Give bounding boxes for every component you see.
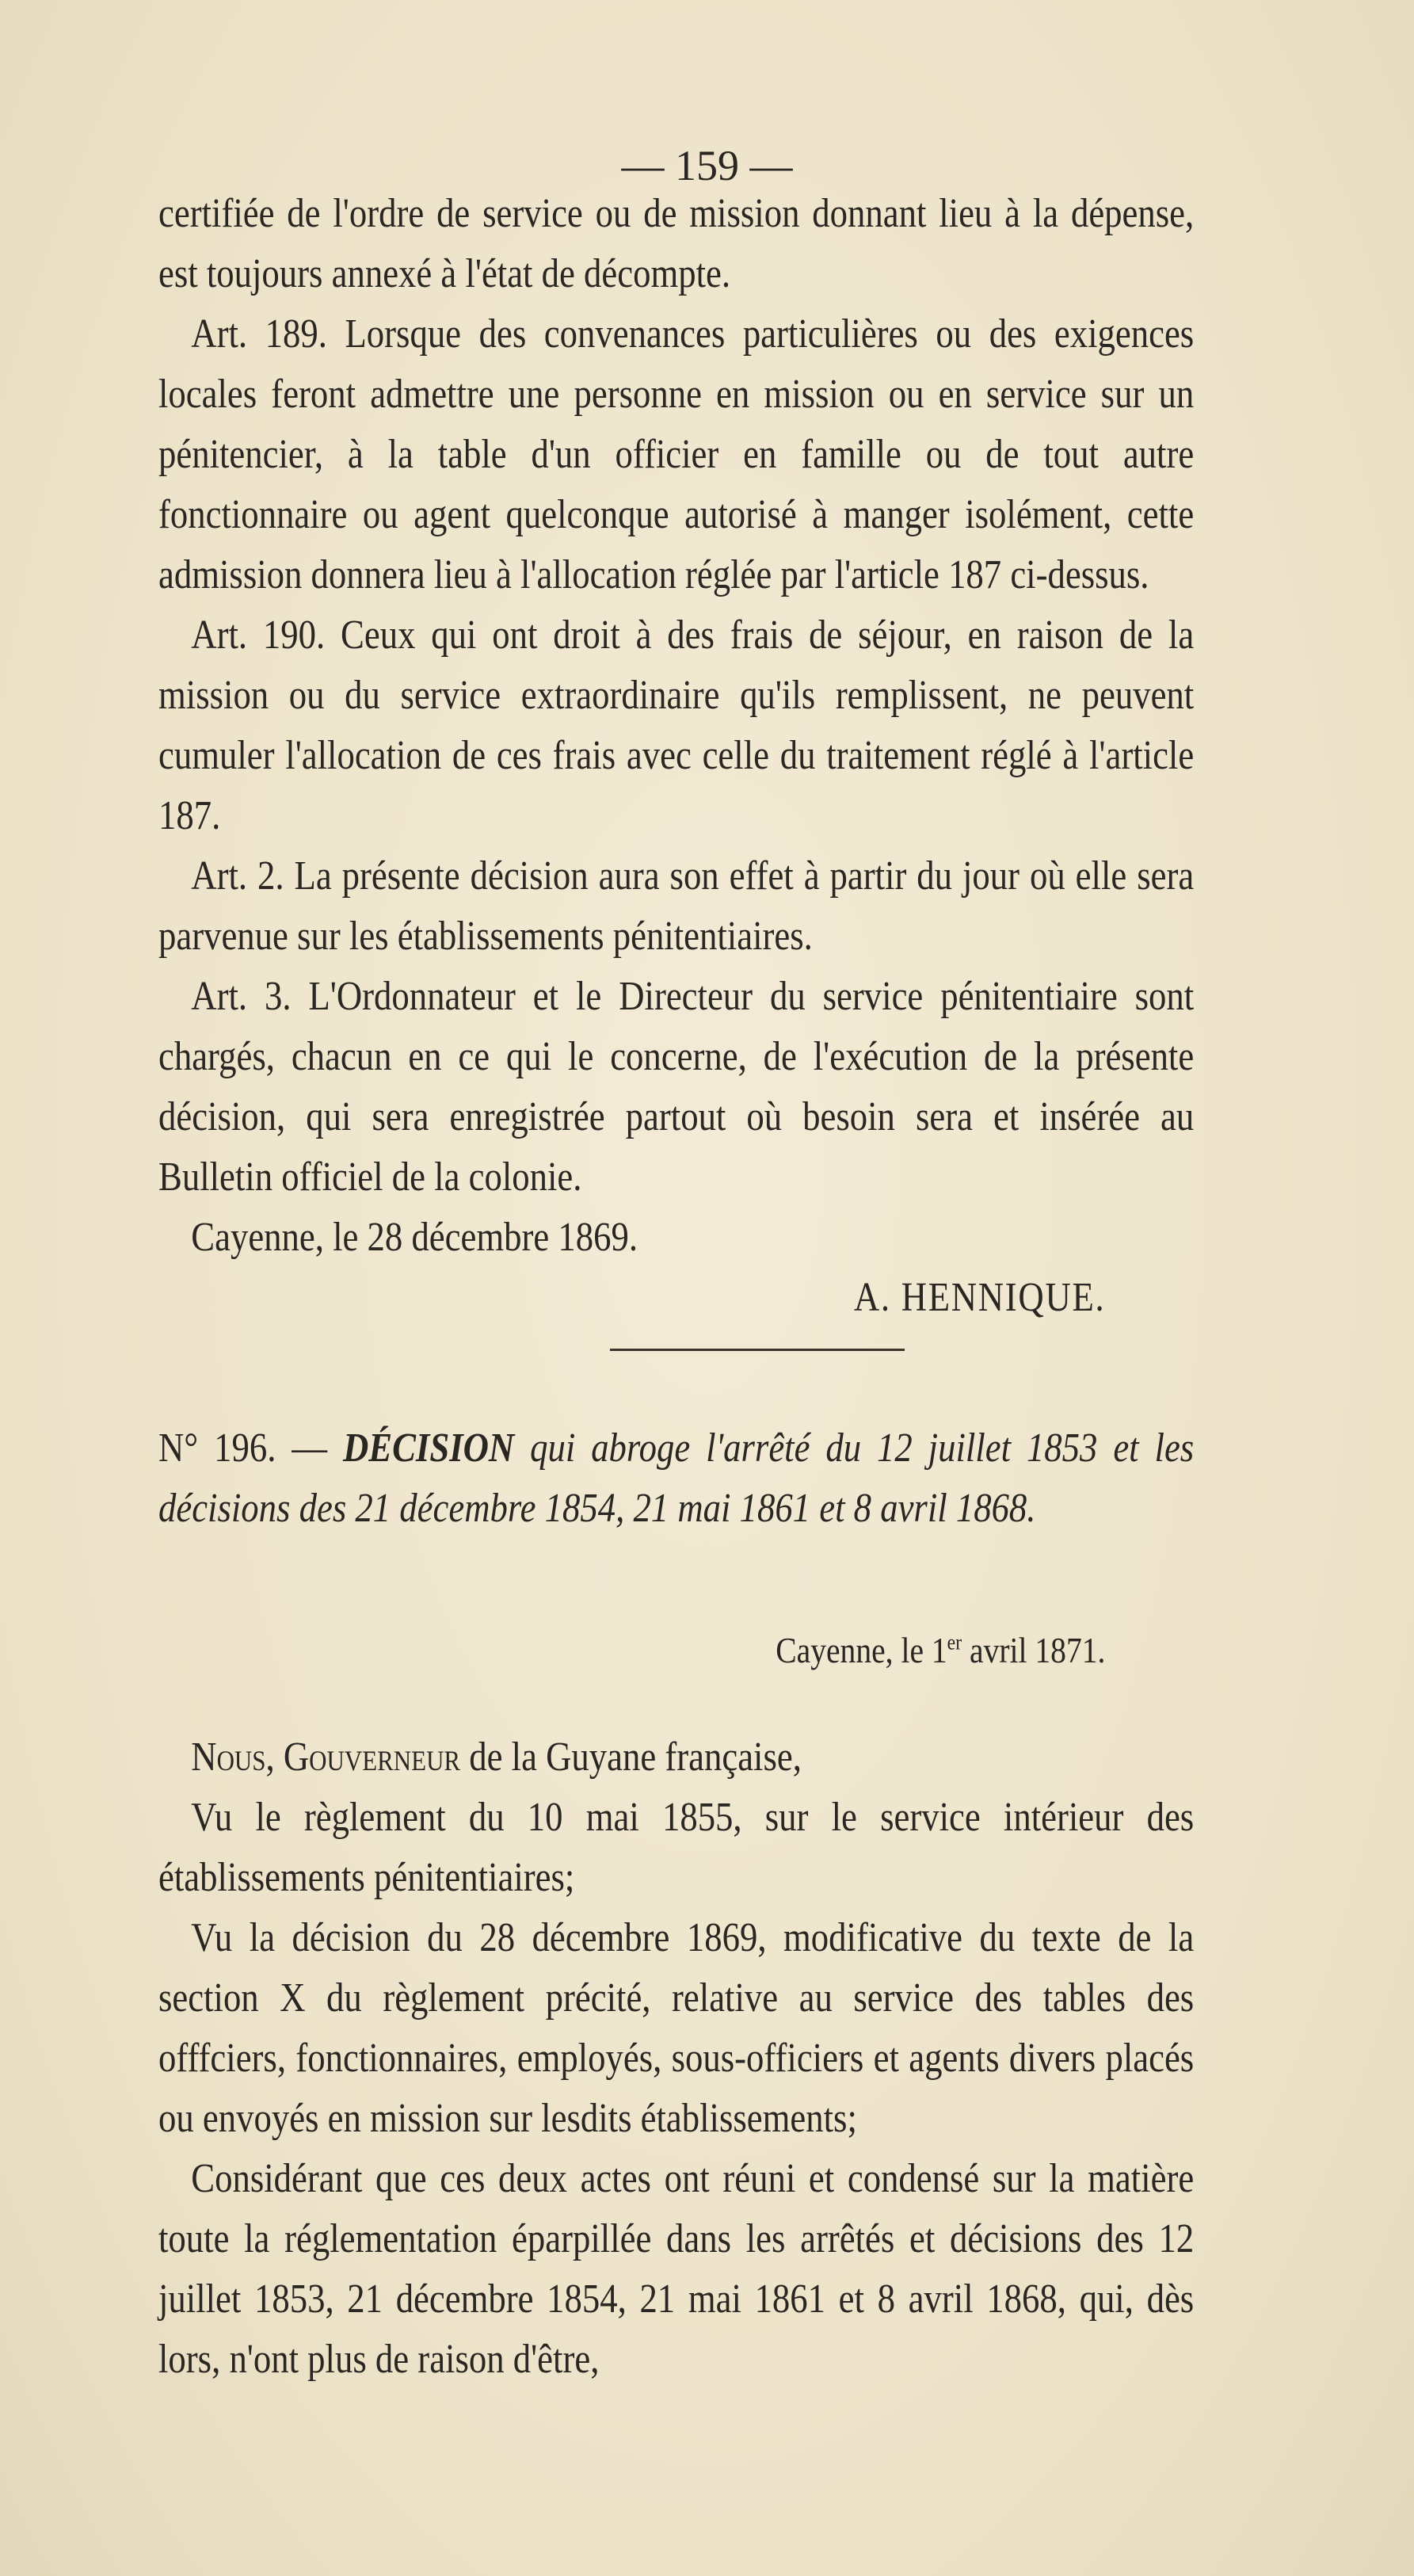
paragraph: Considérant que ces deux actes ont réuni et condensé sur la matière toute la réglementation éparpillée dans les arrêtés et décisions des 12 juillet 1853, 21 décembre 1854, 21 mai 1861 et 8 avril 1868, qui, dès lors, n'ont plus de raison d'être, [158, 2156, 1195, 2382]
paragraph: Vu le règlement du 10 mai 1855, sur le service intérieur des établissements pénitentiaires; [158, 1795, 1195, 1900]
decision-heading [158, 1418, 1194, 1539]
article-2: Art. 2. La présente décision aura son effet à partir du jour où elle sera parvenue sur les établissements pénitentiaires. [158, 853, 1195, 959]
paragraph: certifiée de l'ordre de service ou de mission donnant lieu à la dépense, est toujours annexé à l'état de décompte. [158, 191, 1195, 296]
article-190: Art. 190. Ceux qui ont droit à des frais de séjour, en raison de la mission ou du service extraordinaire qu'ils remplissent, ne peuvent cumuler l'allocation de ces frais avec celle du traitement réglé à l'article 187. [158, 613, 1195, 838]
place-date: Cayenne, le 28 décembre 1869. [191, 1215, 638, 1260]
decision-number: N° 196. — [158, 1425, 343, 1471]
article-3: Art. 3. L'Ordonnateur et le Directeur du service pénitentiaire sont chargés, chacun en ce qui le concerne, de l'exécution de la présente décision, qui sera enregistrée partout où besoin sera et insérée au Bulletin officiel de la colonie. [158, 974, 1195, 1200]
decision-date: Cayenne, le 1er avril 1871. [776, 1629, 1106, 1670]
decision-subtitle: qui abroge l'arrêté du 12 juillet 1853 et les décisions des 21 décembre 1854, 21 mai 1861 et 8 avril 1868. [158, 1425, 1195, 1531]
decision-body: Nous, Gouverneur de la Guyane française, Vu le règlement du 10 mai 1855, sur le service intérieur des établissements pénitentiaires; Vu la décision du 28 décembre 1869, modificative du texte de la section X du règlement précité, relative au service des tables des offfciers, fonctionnaires, employés, sous-officiers et agents divers placés ou envoyés en mission sur lesdits établissements; Considérant que ces deux actes ont réuni et condensé sur la matière toute la réglementation éparpillée dans les arrêtés et décisions des 12 juillet 1853, 21 décembre 1854, 21 mai 1861 et 8 avril 1868, qui, dès lors, n'ont plus de raison d'être, [158, 1727, 1194, 2390]
page-number: — 159 — [621, 142, 793, 189]
paragraph: Vu la décision du 28 décembre 1869, modificative du texte de la section X du règlement précité, relative au service des tables des offfciers, fonctionnaires, employés, sous-officiers et agents divers placés ou envoyés en mission sur lesdits établissements; [158, 1915, 1195, 2141]
nous-gouverneur: Nous, Gouverneur [191, 1735, 461, 1780]
article-189: Art. 189. Lorsque des convenances particulières ou des exigences locales feront admettre une personne en mission ou en service sur un pénitencier, à la table d'un officier en famille ou de tout autre fonctionnaire ou agent quelconque autorisé à manger isolément, cette admission donnera lieu à l'allocation réglée par l'article 187 ci-dessus. [158, 311, 1195, 597]
section-divider [610, 1349, 905, 1351]
top-section [158, 184, 1194, 1328]
decision-title: DÉCISION [342, 1425, 515, 1471]
signature: A. HENNIQUE. [853, 1275, 1106, 1320]
